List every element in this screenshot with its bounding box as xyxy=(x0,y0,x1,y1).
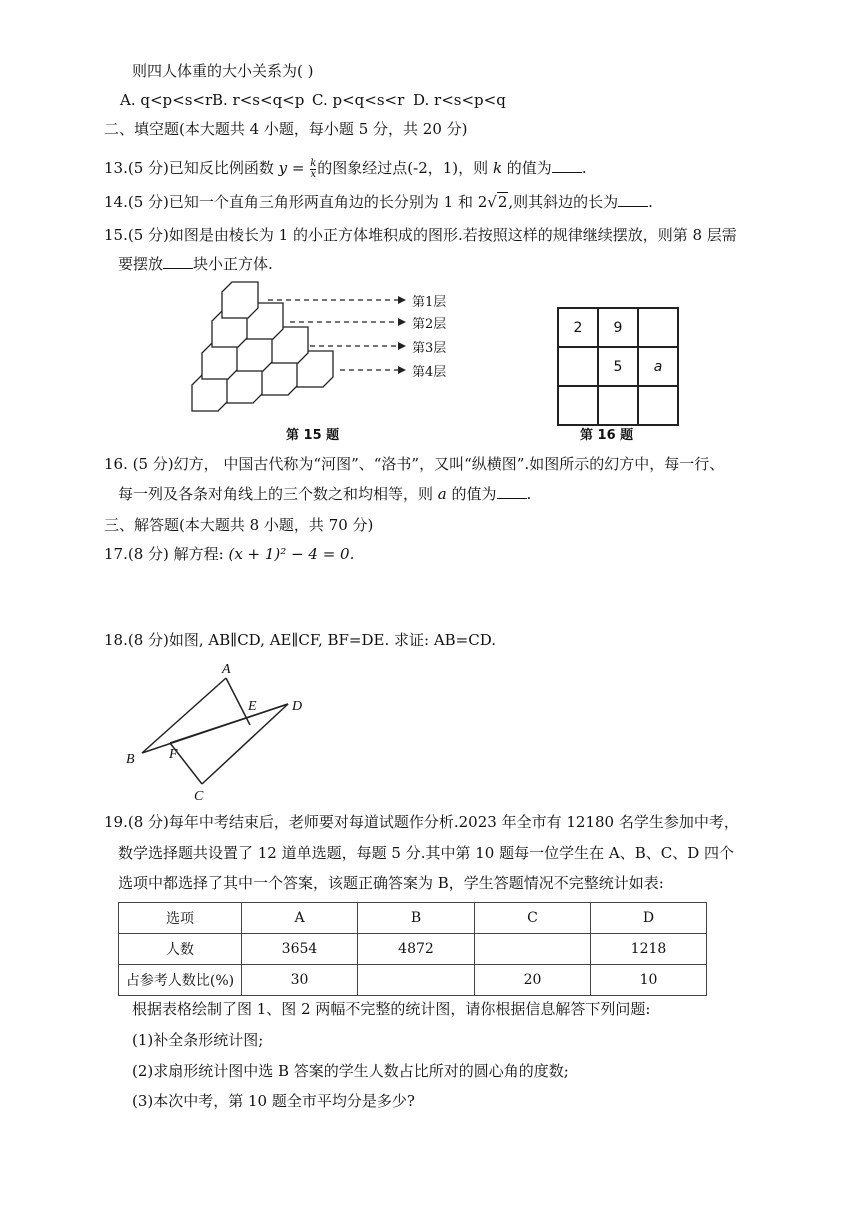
point-label-a: A xyxy=(222,662,231,677)
table-row xyxy=(119,934,707,965)
q12-option-d: D. r<s<p<q xyxy=(413,91,506,109)
table-cell: 1218 xyxy=(591,934,707,965)
figure16-caption: 第 16 题 xyxy=(580,428,634,443)
table-row xyxy=(119,903,707,934)
magic-cell: 9 xyxy=(598,308,638,347)
table-cell: 3654 xyxy=(242,934,358,965)
q19-line1: 19.(8 分)每年中考结束后，老师要对每道试题作分析.2023 年全市有 12180 名学生参加中考， xyxy=(104,813,739,831)
answer-blank xyxy=(497,484,527,499)
magic-cell xyxy=(558,386,598,425)
table-header-cell: 选项 xyxy=(119,903,242,934)
figure15-caption: 第 15 题 xyxy=(286,428,340,443)
magic-cell xyxy=(598,386,638,425)
q12-option-b: B. r<s<q<p xyxy=(212,91,305,109)
table-header-cell: B xyxy=(358,903,475,934)
table-cell: 20 xyxy=(475,965,591,996)
layer-label-4: 第4层 xyxy=(412,365,447,380)
point-label-b: B xyxy=(126,752,135,767)
section3-heading: 三、解答题(本大题共 8 小题，共 70 分) xyxy=(104,516,374,534)
magic-cell xyxy=(558,347,598,386)
point-label-f: F xyxy=(169,747,178,762)
q19-sub2: (2)求扇形统计图中选 B 答案的学生人数占比所对的圆心角的度数; xyxy=(132,1062,569,1080)
q19-line2: 数学选择题共设置了 12 道单选题，每题 5 分.其中第 10 题每一位学生在 A、B、C、D 四个 xyxy=(118,844,734,862)
q19-line3: 选项中都选择了其中一个答案，该题正确答案为 B，学生答题情况不完整统计如表: xyxy=(118,874,664,892)
point-label-c: C xyxy=(194,789,204,803)
layer-label-1: 第1层 xyxy=(412,295,447,310)
point-label-d: D xyxy=(292,699,303,714)
layer-label-3: 第3层 xyxy=(412,341,447,356)
table-cell: 30 xyxy=(242,965,358,996)
table-header-cell: C xyxy=(475,903,591,934)
q15-line1: 15.(5 分)如图是由棱长为 1 的小正方体堆积成的图形.若按照这样的规律继续摆放，则第 8 层需 xyxy=(104,226,737,244)
q14: 14.(5 分)已知一个直角三角形两直角边的长分别为 1 和 2√2,则其斜边的长为 . xyxy=(104,193,653,211)
figure18-geometry xyxy=(120,658,320,803)
magic-cell: 2 xyxy=(558,308,598,347)
q18-text: 18.(8 分)如图, AB∥CD, AE∥CF, BF=DE. 求证: AB=CD. xyxy=(104,631,496,649)
magic-cell: a xyxy=(638,347,678,386)
q12-stem: 则四人体重的大小关系为( ) xyxy=(132,62,314,80)
q19-sub3: (3)本次中考，第 10 题全市平均分是多少? xyxy=(132,1092,415,1110)
q19-sub1: (1)补全条形统计图; xyxy=(132,1031,264,1049)
table-header-cell: A xyxy=(242,903,358,934)
table-header-cell: D xyxy=(591,903,707,934)
table-cell: 占参考人数比(%) xyxy=(119,965,242,996)
answer-blank xyxy=(552,158,582,173)
magic-cell: 5 xyxy=(598,347,638,386)
answer-blank xyxy=(618,192,648,207)
table-cell: 10 xyxy=(591,965,707,996)
magic-cell xyxy=(638,308,678,347)
figure16-magic-square xyxy=(557,307,679,426)
q17: 17.(8 分) 解方程: (x + 1)² − 4 = 0. xyxy=(104,545,355,563)
table-cell: 人数 xyxy=(119,934,242,965)
q12-option-c: C. p<q<s<r xyxy=(312,91,405,109)
q13-fraction: $\frac{k}{x}$ xyxy=(310,157,317,180)
table-cell xyxy=(358,965,475,996)
layer-label-2: 第2层 xyxy=(412,317,447,332)
q15-line2: 要摆放 块小正方体. xyxy=(118,255,273,273)
q19-after: 根据表格绘制了图 1、图 2 两幅不完整的统计图，请你根据信息解答下列问题: xyxy=(132,1000,651,1018)
q16-line1: 16. (5 分)幻方， 中国古代称为“河图”、“洛书”，又叫“纵横图”.如图所示的幻方中，每一行、 xyxy=(104,455,725,473)
section2-heading: 二、填空题(本大题共 4 小题，每小题 5 分，共 20 分) xyxy=(104,120,468,138)
q13: 13.(5 分)已知反比例函数 y = $\frac{k}{x}$ 的图象经过点(-2，1)，则 k 的值为 . xyxy=(104,157,587,180)
point-label-e: E xyxy=(248,699,257,714)
table-cell xyxy=(475,934,591,965)
q12-option-a: A. q<p<s<r xyxy=(120,91,213,109)
q19-stats-table xyxy=(118,902,707,996)
table-cell: 4872 xyxy=(358,934,475,965)
q16-line2: 每一列及各条对角线上的三个数之和均相等，则 a 的值为 . xyxy=(118,485,532,503)
answer-blank xyxy=(163,254,193,269)
table-row xyxy=(119,965,707,996)
magic-cell xyxy=(638,386,678,425)
